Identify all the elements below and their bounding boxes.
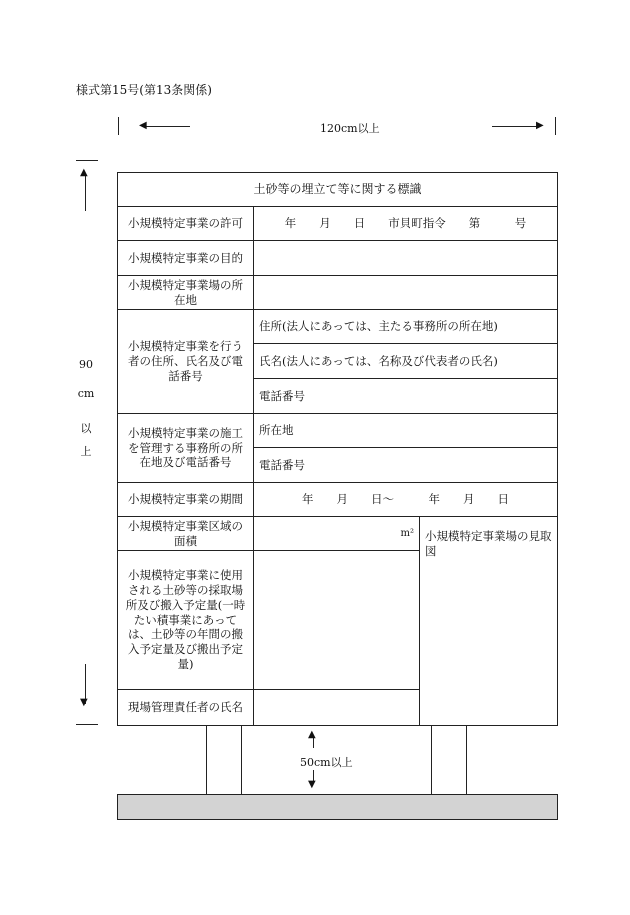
ground-base: [117, 794, 558, 820]
permit-value: 年 月 日 市貝町指令 第 号: [254, 207, 558, 241]
height-dim-tick-top: [76, 160, 98, 161]
arrow-up-icon: ▲: [308, 729, 316, 740]
sign-board-table: [117, 172, 558, 726]
permit-label: 小規模特定事業の許可: [118, 207, 254, 241]
sign-title: 土砂等の埋立て等に関する標識: [118, 173, 558, 207]
office-location: 所在地: [254, 414, 558, 448]
arrow-down-icon: ▼: [80, 697, 88, 708]
height-dim-char: 以: [80, 422, 92, 435]
sign-post-left: [206, 725, 242, 794]
area-label: 小規模特定事業区域の面積: [118, 517, 254, 551]
office-label: 小規模特定事業の施工を管理する事務所の所在地及び電話番号: [118, 414, 254, 483]
purpose-value: [254, 241, 558, 276]
operator-phone: 電話番号: [254, 379, 558, 414]
height-dim-tick-bottom: [76, 724, 98, 725]
location-label: 小規模特定事業場の所在地: [118, 276, 254, 310]
arrow-left-icon: ◀: [139, 120, 147, 131]
purpose-label: 小規模特定事業の目的: [118, 241, 254, 276]
operator-address: 住所(法人にあっては、主たる事務所の所在地): [254, 310, 558, 344]
soil-label: 小規模特定事業に使用される土砂等の採取場所及び搬入予定量(一時たい積事業にあっては、土砂等の年間の搬入予定量及び搬出予定量): [118, 551, 254, 690]
period-label: 小規模特定事業の期間: [118, 483, 254, 517]
site-map-label: 小規模特定事業場の見取図: [420, 517, 558, 726]
height-dim-char: 90: [79, 358, 93, 371]
height-arrow-top: [85, 175, 86, 211]
soil-value: [254, 551, 420, 690]
area-unit: m²: [254, 517, 420, 551]
location-value: [254, 276, 558, 310]
width-dim-tick-right: [555, 117, 556, 135]
manager-value: [254, 690, 420, 726]
office-phone: 電話番号: [254, 448, 558, 483]
arrow-up-icon: ▲: [80, 167, 88, 178]
manager-label: 現場管理責任者の氏名: [118, 690, 254, 726]
width-arrow-left: [142, 126, 190, 127]
operator-label: 小規模特定事業を行う者の住所、氏名及び電話番号: [118, 310, 254, 414]
arrow-down-icon: ▼: [308, 779, 316, 790]
width-arrow-right: [492, 126, 540, 127]
width-dim-label: 120cm以上: [320, 122, 380, 135]
form-title: 様式第15号(第13条関係): [76, 83, 212, 97]
width-dim-tick-left: [118, 117, 119, 135]
arrow-right-icon: ▶: [536, 120, 544, 131]
ground-dim-label: 50cm以上: [300, 756, 353, 769]
operator-name: 氏名(法人にあっては、名称及び代表者の氏名): [254, 344, 558, 379]
height-dim-char: 上: [80, 445, 92, 458]
period-value: 年 月 日～ 年 月 日: [254, 483, 558, 517]
sign-post-right: [431, 725, 467, 794]
height-dim-char: cm: [77, 387, 95, 400]
